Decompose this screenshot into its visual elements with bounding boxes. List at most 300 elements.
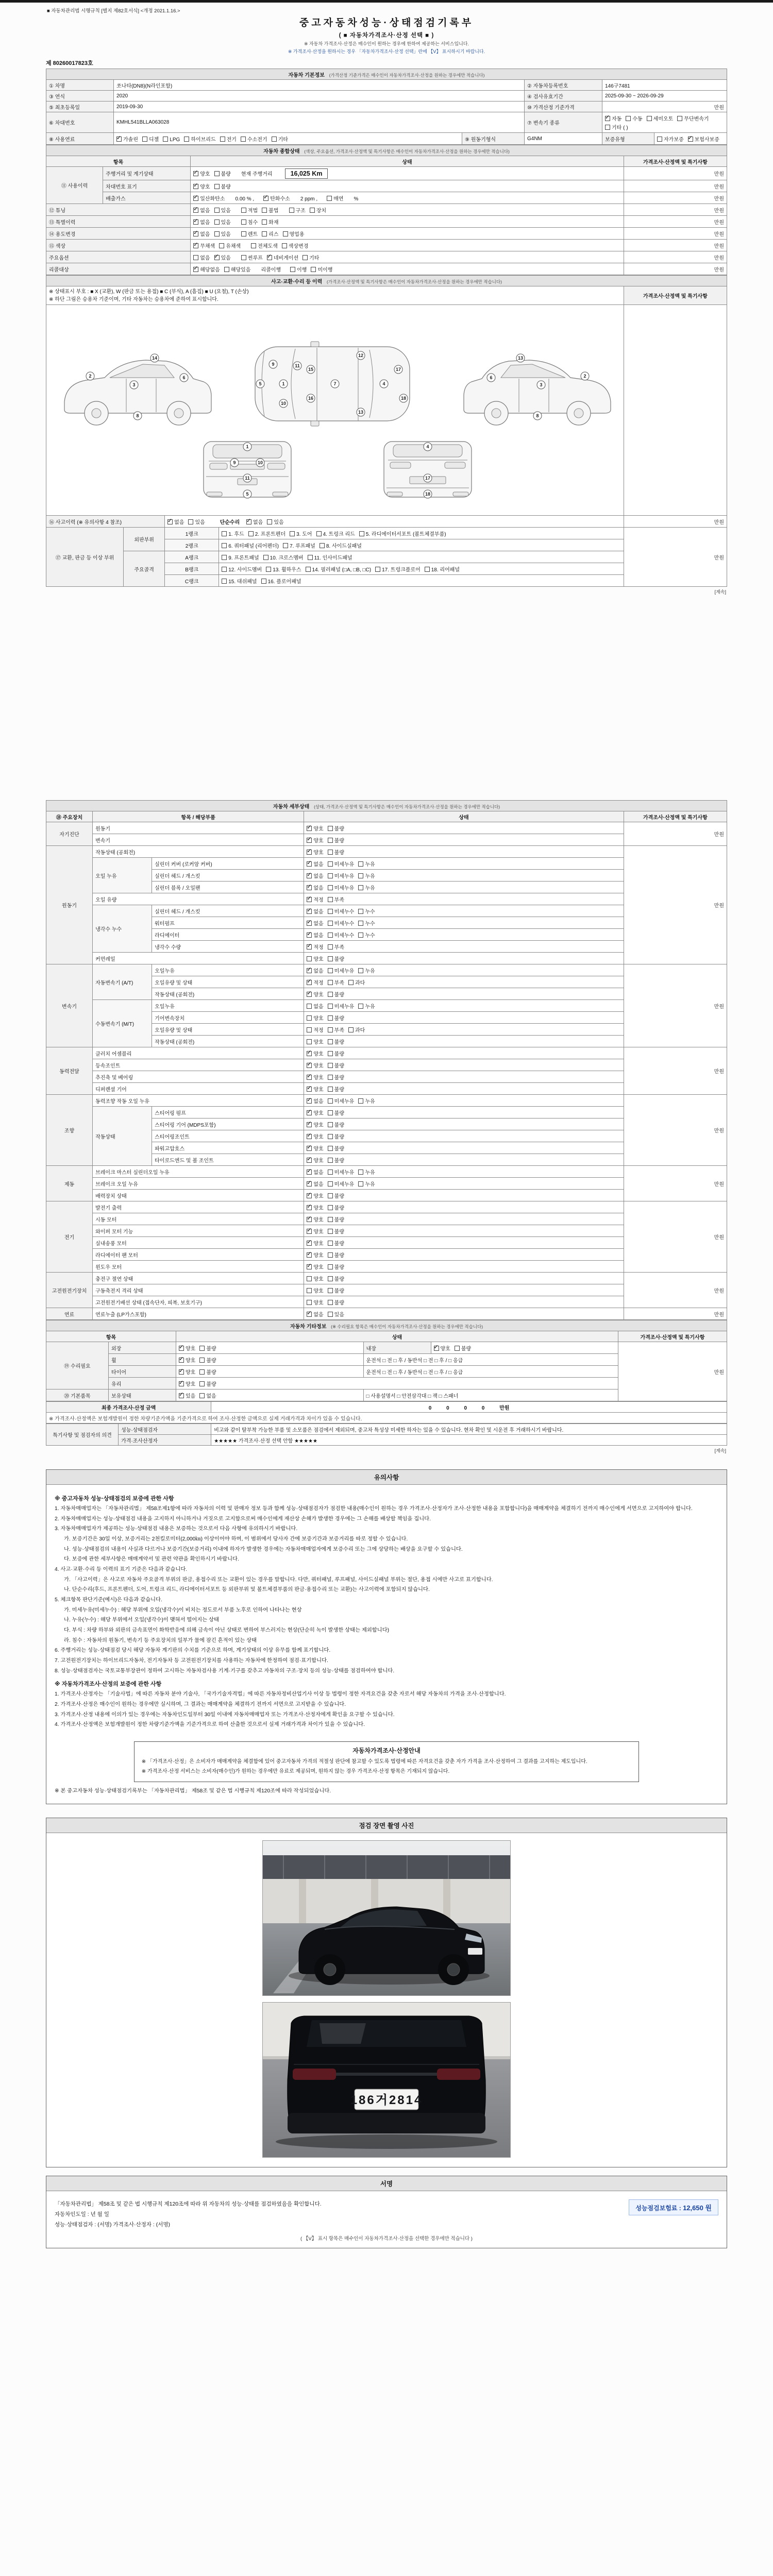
checkbox[interactable] (328, 919, 355, 927)
checkbox-box[interactable] (455, 1346, 460, 1351)
checkbox[interactable] (348, 1026, 365, 1033)
checkbox-box[interactable] (193, 267, 198, 272)
checkbox-box[interactable] (425, 567, 430, 572)
checkbox-box[interactable] (222, 543, 227, 548)
checkbox-box[interactable] (328, 1134, 333, 1139)
checkbox-box[interactable] (605, 125, 610, 130)
checkbox-box[interactable] (307, 1027, 312, 1032)
checkbox-box[interactable] (307, 1158, 312, 1163)
checkbox[interactable] (647, 114, 674, 122)
checkbox-box[interactable] (358, 861, 363, 867)
checkbox[interactable] (307, 943, 323, 951)
checkbox[interactable] (328, 1227, 344, 1235)
checkbox-box[interactable] (328, 1027, 333, 1032)
checkbox-box[interactable] (328, 861, 333, 867)
checkbox[interactable] (262, 206, 278, 214)
checkbox-box[interactable] (328, 1122, 333, 1127)
checkbox[interactable] (307, 967, 323, 974)
checkbox[interactable] (193, 170, 210, 177)
checkbox-box[interactable] (307, 992, 312, 997)
checkbox-box[interactable] (328, 850, 333, 855)
checkbox-box[interactable] (307, 956, 312, 961)
checkbox-box[interactable] (307, 873, 312, 878)
checkbox-box[interactable] (307, 850, 312, 855)
checkbox-box[interactable] (241, 137, 246, 142)
checkbox-box[interactable] (328, 1087, 333, 1092)
checkbox[interactable] (307, 919, 323, 927)
checkbox[interactable] (328, 1156, 344, 1164)
checkbox-box[interactable] (307, 861, 312, 867)
checkbox-box[interactable] (328, 1252, 333, 1258)
checkbox-box[interactable] (307, 1241, 312, 1246)
checkbox-box[interactable] (179, 1346, 184, 1351)
checkbox-box[interactable] (307, 1004, 312, 1009)
checkbox-box[interactable] (328, 1205, 333, 1210)
checkbox-box[interactable] (188, 519, 193, 524)
checkbox[interactable] (328, 1097, 355, 1105)
checkbox-box[interactable] (267, 519, 272, 524)
checkbox[interactable] (199, 1368, 216, 1376)
checkbox-box[interactable] (193, 255, 198, 260)
checkbox-box[interactable] (214, 219, 220, 225)
checkbox-box[interactable] (328, 1276, 333, 1281)
checkbox[interactable] (214, 253, 231, 261)
checkbox-box[interactable] (241, 231, 246, 236)
checkbox[interactable] (222, 530, 244, 537)
checkbox-box[interactable] (266, 567, 271, 572)
checkbox[interactable] (328, 1049, 344, 1057)
checkbox[interactable] (328, 872, 355, 879)
checkbox[interactable] (263, 553, 304, 561)
checkbox-box[interactable] (307, 897, 312, 902)
checkbox-box[interactable] (214, 255, 220, 260)
checkbox-box[interactable] (307, 968, 312, 973)
checkbox-box[interactable] (307, 1229, 312, 1234)
checkbox[interactable] (307, 872, 323, 879)
checkbox-box[interactable] (327, 196, 332, 201)
checkbox[interactable] (307, 1310, 323, 1318)
checkbox-box[interactable] (307, 909, 312, 914)
checkbox-box[interactable] (328, 1181, 333, 1187)
checkbox[interactable] (283, 541, 315, 549)
checkbox-box[interactable] (307, 1300, 312, 1305)
checkbox-box[interactable] (434, 1346, 439, 1351)
checkbox[interactable] (425, 565, 460, 573)
checkbox-box[interactable] (262, 219, 267, 225)
checkbox[interactable] (328, 1038, 344, 1045)
checkbox-box[interactable] (307, 933, 312, 938)
checkbox-box[interactable] (328, 921, 333, 926)
checkbox[interactable] (328, 1298, 344, 1306)
checkbox[interactable] (359, 530, 446, 537)
checkbox-box[interactable] (328, 933, 333, 938)
checkbox[interactable] (328, 1239, 344, 1247)
checkbox[interactable] (248, 530, 285, 537)
checkbox-box[interactable] (328, 992, 333, 997)
checkbox[interactable] (307, 1275, 323, 1282)
checkbox[interactable] (307, 1144, 323, 1152)
checkbox-box[interactable] (307, 1063, 312, 1068)
checkbox-box[interactable] (328, 909, 333, 914)
checkbox-box[interactable] (328, 1075, 333, 1080)
checkbox-box[interactable] (328, 1288, 333, 1293)
checkbox[interactable] (677, 114, 709, 122)
checkbox[interactable] (163, 137, 180, 143)
checkbox[interactable] (272, 135, 288, 143)
checkbox[interactable] (283, 230, 305, 238)
checkbox-box[interactable] (328, 885, 333, 890)
checkbox[interactable] (328, 1144, 344, 1152)
checkbox[interactable] (241, 218, 258, 226)
checkbox[interactable] (328, 1132, 344, 1140)
checkbox[interactable] (263, 194, 290, 202)
checkbox-box[interactable] (307, 885, 312, 890)
checkbox[interactable] (328, 1204, 344, 1211)
checkbox[interactable] (358, 907, 375, 915)
checkbox[interactable] (358, 872, 375, 879)
checkbox-box[interactable] (328, 1004, 333, 1009)
checkbox[interactable] (307, 990, 323, 998)
checkbox[interactable] (328, 1251, 344, 1259)
checkbox[interactable] (328, 907, 355, 915)
checkbox[interactable] (199, 1392, 216, 1399)
checkbox[interactable] (307, 1239, 323, 1247)
checkbox-box[interactable] (283, 543, 288, 548)
checkbox[interactable] (193, 218, 210, 226)
checkbox-box[interactable] (142, 137, 147, 142)
checkbox-box[interactable] (193, 231, 198, 236)
checkbox[interactable] (328, 1061, 344, 1069)
checkbox-box[interactable] (199, 1393, 205, 1398)
checkbox-box[interactable] (307, 1015, 312, 1021)
checkbox[interactable] (188, 518, 205, 526)
checkbox[interactable] (307, 1168, 323, 1176)
checkbox[interactable] (307, 1204, 323, 1211)
checkbox-box[interactable] (358, 968, 363, 973)
checkbox[interactable] (358, 1002, 375, 1010)
checkbox[interactable] (193, 206, 210, 214)
checkbox[interactable] (307, 1227, 323, 1235)
checkbox[interactable] (222, 577, 257, 585)
checkbox-box[interactable] (328, 1015, 333, 1021)
checkbox[interactable] (193, 194, 225, 202)
checkbox-box[interactable] (224, 267, 229, 272)
checkbox-box[interactable] (263, 555, 268, 560)
checkbox[interactable] (358, 931, 375, 939)
checkbox[interactable] (193, 230, 210, 238)
checkbox-box[interactable] (222, 567, 227, 572)
checkbox-box[interactable] (307, 1051, 312, 1056)
checkbox-box[interactable] (307, 1193, 312, 1198)
checkbox-box[interactable] (220, 137, 225, 142)
checkbox[interactable] (328, 967, 355, 974)
checkbox[interactable] (358, 1168, 375, 1176)
checkbox[interactable] (220, 135, 237, 143)
checkbox[interactable] (290, 530, 312, 537)
checkbox[interactable] (328, 943, 344, 951)
checkbox[interactable] (241, 230, 258, 238)
checkbox[interactable] (328, 1026, 344, 1033)
checkbox[interactable] (261, 577, 301, 585)
checkbox[interactable] (307, 1215, 323, 1223)
checkbox[interactable] (267, 518, 283, 526)
checkbox[interactable] (455, 1344, 471, 1352)
checkbox-box[interactable] (307, 1170, 312, 1175)
checkbox-box[interactable] (307, 1039, 312, 1044)
checkbox[interactable] (307, 1286, 323, 1294)
checkbox[interactable] (358, 967, 375, 974)
checkbox-box[interactable] (358, 909, 363, 914)
checkbox[interactable] (328, 1002, 355, 1010)
checkbox[interactable] (179, 1344, 195, 1352)
checkbox[interactable] (328, 1310, 344, 1318)
checkbox-box[interactable] (328, 1098, 333, 1104)
checkbox[interactable] (358, 860, 375, 868)
checkbox[interactable] (307, 931, 323, 939)
checkbox-box[interactable] (303, 255, 308, 260)
checkbox[interactable] (214, 206, 231, 214)
checkbox-box[interactable] (358, 933, 363, 938)
checkbox[interactable] (222, 565, 262, 573)
checkbox-box[interactable] (328, 897, 333, 902)
checkbox-box[interactable] (688, 137, 693, 142)
checkbox[interactable] (241, 135, 267, 143)
checkbox-box[interactable] (263, 196, 268, 201)
checkbox-box[interactable] (289, 208, 294, 213)
checkbox-box[interactable] (307, 1217, 312, 1222)
checkbox-box[interactable] (262, 208, 267, 213)
checkbox[interactable] (328, 848, 344, 856)
checkbox-box[interactable] (246, 519, 251, 524)
checkbox-box[interactable] (328, 1110, 333, 1115)
checkbox-box[interactable] (222, 579, 227, 584)
checkbox-box[interactable] (358, 873, 363, 878)
checkbox[interactable] (310, 206, 326, 214)
checkbox-box[interactable] (214, 184, 220, 189)
checkbox[interactable] (307, 955, 323, 962)
checkbox[interactable] (290, 265, 307, 273)
checkbox[interactable] (307, 1156, 323, 1164)
checkbox-box[interactable] (214, 208, 220, 213)
checkbox[interactable] (116, 135, 138, 143)
checkbox-box[interactable] (328, 980, 333, 985)
checkbox-box[interactable] (328, 1312, 333, 1317)
checkbox[interactable] (199, 1356, 216, 1364)
checkbox-box[interactable] (328, 1051, 333, 1056)
checkbox-box[interactable] (328, 1217, 333, 1222)
checkbox-box[interactable] (199, 1381, 205, 1386)
checkbox[interactable] (328, 931, 355, 939)
checkbox-box[interactable] (308, 555, 313, 560)
checkbox-box[interactable] (307, 1205, 312, 1210)
checkbox[interactable] (348, 978, 365, 986)
checkbox-box[interactable] (307, 1098, 312, 1104)
checkbox-box[interactable] (283, 231, 288, 236)
checkbox-box[interactable] (310, 208, 315, 213)
checkbox[interactable] (307, 895, 323, 903)
checkbox[interactable] (328, 1073, 344, 1081)
checkbox[interactable] (307, 1049, 323, 1057)
checkbox[interactable] (307, 884, 323, 891)
checkbox[interactable] (267, 253, 298, 261)
checkbox[interactable] (358, 919, 375, 927)
checkbox-box[interactable] (328, 1241, 333, 1246)
checkbox[interactable] (328, 1275, 344, 1282)
checkbox[interactable] (328, 1192, 344, 1199)
checkbox[interactable] (434, 1344, 450, 1352)
checkbox[interactable] (179, 1380, 195, 1387)
checkbox[interactable] (199, 1380, 216, 1387)
checkbox-box[interactable] (307, 1122, 312, 1127)
checkbox-box[interactable] (358, 1170, 363, 1175)
checkbox[interactable] (193, 182, 210, 190)
checkbox-box[interactable] (358, 1181, 363, 1187)
checkbox-box[interactable] (116, 137, 122, 142)
checkbox-box[interactable] (328, 968, 333, 973)
checkbox-box[interactable] (328, 1158, 333, 1163)
checkbox-box[interactable] (677, 116, 682, 121)
checkbox[interactable] (605, 114, 621, 122)
checkbox[interactable] (308, 553, 352, 561)
checkbox[interactable] (214, 230, 231, 238)
checkbox-box[interactable] (307, 1288, 312, 1293)
checkbox[interactable] (328, 1215, 344, 1223)
checkbox-box[interactable] (307, 826, 312, 831)
checkbox-box[interactable] (328, 1300, 333, 1305)
checkbox[interactable] (358, 884, 375, 891)
checkbox[interactable] (328, 1085, 344, 1093)
checkbox[interactable] (303, 253, 319, 261)
checkbox[interactable] (328, 824, 344, 832)
checkbox[interactable] (375, 565, 421, 573)
checkbox-box[interactable] (199, 1369, 205, 1375)
checkbox[interactable] (307, 1061, 323, 1069)
checkbox[interactable] (262, 218, 278, 226)
checkbox-box[interactable] (193, 171, 198, 176)
checkbox-box[interactable] (605, 116, 610, 121)
checkbox-box[interactable] (328, 1063, 333, 1068)
checkbox[interactable] (307, 1002, 323, 1010)
checkbox-box[interactable] (307, 1134, 312, 1139)
checkbox-box[interactable] (328, 944, 333, 950)
checkbox[interactable] (214, 182, 231, 190)
checkbox[interactable] (316, 530, 355, 537)
checkbox-box[interactable] (193, 196, 198, 201)
checkbox[interactable] (193, 242, 215, 249)
checkbox-box[interactable] (307, 1181, 312, 1187)
checkbox-box[interactable] (307, 1312, 312, 1317)
checkbox[interactable] (328, 990, 344, 998)
checkbox[interactable] (307, 1026, 323, 1033)
checkbox-box[interactable] (193, 184, 198, 189)
checkbox[interactable] (307, 1298, 323, 1306)
checkbox-box[interactable] (311, 267, 316, 272)
checkbox[interactable] (307, 860, 323, 868)
checkbox-box[interactable] (358, 1004, 363, 1009)
checkbox-box[interactable] (248, 531, 254, 536)
checkbox[interactable] (307, 1121, 323, 1128)
checkbox-box[interactable] (328, 1170, 333, 1175)
checkbox[interactable] (311, 265, 332, 273)
checkbox-box[interactable] (328, 873, 333, 878)
checkbox[interactable] (307, 1097, 323, 1105)
checkbox[interactable] (262, 230, 278, 238)
checkbox-box[interactable] (272, 137, 277, 142)
checkbox[interactable] (307, 1014, 323, 1022)
checkbox[interactable] (328, 895, 344, 903)
checkbox-box[interactable] (328, 1193, 333, 1198)
checkbox-box[interactable] (328, 1146, 333, 1151)
checkbox[interactable] (328, 860, 355, 868)
checkbox[interactable] (307, 1251, 323, 1259)
checkbox-box[interactable] (328, 1039, 333, 1044)
checkbox-box[interactable] (358, 885, 363, 890)
checkbox[interactable] (246, 518, 263, 526)
checkbox[interactable] (266, 565, 301, 573)
checkbox[interactable] (307, 824, 323, 832)
checkbox-box[interactable] (375, 567, 380, 572)
checkbox[interactable] (222, 553, 259, 561)
checkbox[interactable] (219, 242, 241, 249)
checkbox-box[interactable] (290, 267, 295, 272)
checkbox-box[interactable] (179, 1369, 184, 1375)
checkbox-box[interactable] (307, 838, 312, 843)
checkbox-box[interactable] (199, 1346, 205, 1351)
checkbox[interactable] (328, 1286, 344, 1294)
checkbox[interactable] (328, 1168, 355, 1176)
checkbox[interactable] (307, 907, 323, 915)
checkbox[interactable] (214, 218, 231, 226)
checkbox[interactable] (307, 1109, 323, 1116)
checkbox-box[interactable] (316, 531, 322, 536)
checkbox[interactable] (328, 978, 344, 986)
checkbox-box[interactable] (222, 531, 227, 536)
checkbox-box[interactable] (307, 921, 312, 926)
checkbox-box[interactable] (328, 826, 333, 831)
checkbox-box[interactable] (179, 1393, 184, 1398)
checkbox-box[interactable] (261, 579, 266, 584)
checkbox[interactable] (657, 135, 684, 143)
checkbox[interactable] (605, 123, 628, 131)
checkbox-box[interactable] (241, 219, 246, 225)
checkbox[interactable] (307, 848, 323, 856)
checkbox-box[interactable] (307, 1276, 312, 1281)
checkbox[interactable] (241, 206, 258, 214)
checkbox[interactable] (193, 265, 220, 273)
checkbox[interactable] (307, 1263, 323, 1270)
checkbox[interactable] (328, 1109, 344, 1116)
checkbox[interactable] (328, 884, 355, 891)
checkbox-box[interactable] (179, 1381, 184, 1386)
checkbox-box[interactable] (328, 1264, 333, 1269)
checkbox-box[interactable] (214, 231, 220, 236)
checkbox[interactable] (184, 135, 215, 143)
checkbox-box[interactable] (307, 1252, 312, 1258)
checkbox-box[interactable] (328, 838, 333, 843)
checkbox[interactable] (307, 1180, 323, 1188)
checkbox[interactable] (199, 1344, 216, 1352)
checkbox-box[interactable] (320, 543, 325, 548)
checkbox[interactable] (688, 135, 719, 143)
checkbox-box[interactable] (306, 567, 311, 572)
checkbox-box[interactable] (262, 231, 267, 236)
checkbox-box[interactable] (307, 1146, 312, 1151)
checkbox[interactable] (142, 135, 159, 143)
checkbox-box[interactable] (307, 1264, 312, 1269)
checkbox[interactable] (307, 978, 323, 986)
checkbox[interactable] (307, 1073, 323, 1081)
checkbox-box[interactable] (193, 208, 198, 213)
